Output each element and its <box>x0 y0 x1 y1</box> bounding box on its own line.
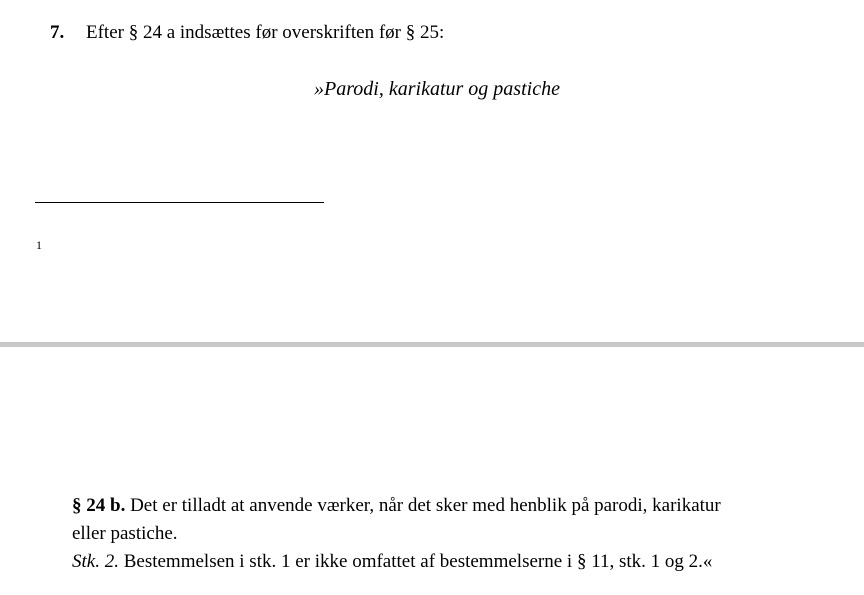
section-heading: »Parodi, karikatur og pastiche <box>314 78 560 100</box>
amendment-item <box>50 20 444 46</box>
paragraph-line-2: eller pastiche. <box>72 523 178 544</box>
footnote-marker: 1 <box>36 238 42 252</box>
footnote-separator <box>35 202 324 203</box>
paragraph-label: § 24 b. <box>72 495 126 516</box>
item-number: 7. <box>50 22 65 43</box>
section-paragraph <box>72 492 812 576</box>
subsection-label: Stk. 2. <box>72 551 119 572</box>
item-text: Efter § 24 a indsættes før overskriften før § 25: <box>86 22 445 43</box>
subsection-line <box>72 548 812 576</box>
subsection-text: Bestemmelsen i stk. 1 er ikke omfattet af bestemmelserne i § 11, stk. 1 og 2.« <box>118 551 713 572</box>
paragraph-text-1: Det er tilladt at anvende værker, når det sker med henblik på parodi, karikatur <box>125 495 721 516</box>
paragraph-line-1 <box>72 492 812 520</box>
